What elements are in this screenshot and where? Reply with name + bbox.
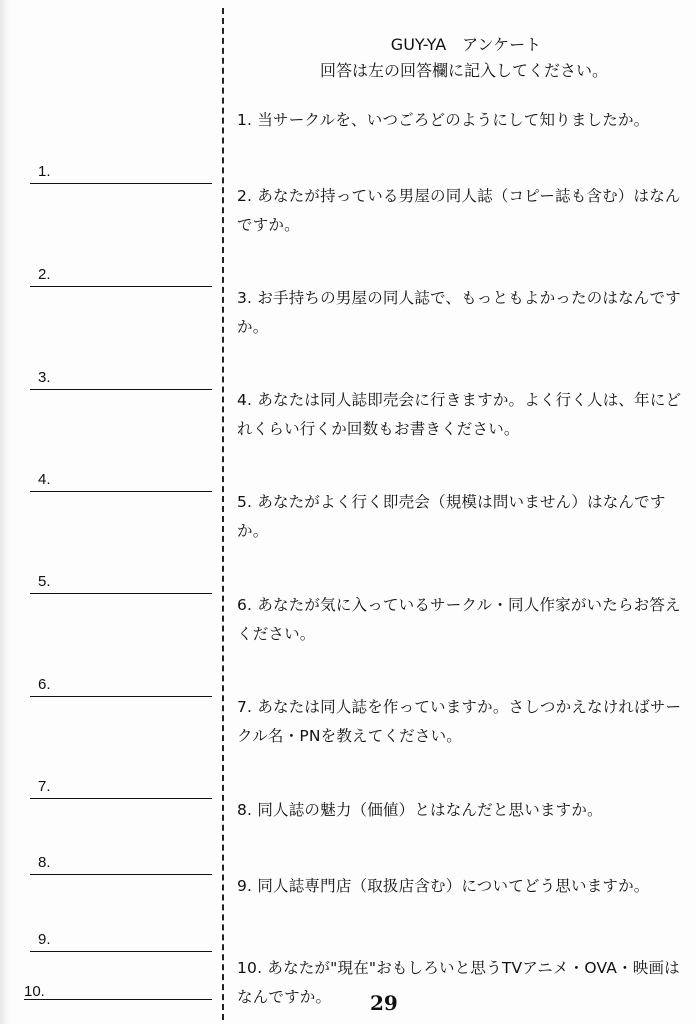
binding-edge [0,0,10,1024]
answer-label-1: 1. [38,163,51,180]
answer-label-6: 6. [38,676,51,693]
answer-line-10[interactable] [24,999,212,1000]
answer-line-8[interactable] [30,874,212,875]
answer-line-5[interactable] [30,593,212,594]
question-4: 4. あなたは同人誌即売会に行きますか。よく行く人は、年にどれくらい行くか回数もお書きください。 [237,391,682,438]
dashed-cut-line [222,8,224,1020]
question-10: 10. あなたが"現在"おもしろいと思うTVアニメ・OVA・映画はなんですか。 [237,959,680,1006]
answer-label-8: 8. [38,854,51,871]
question-8: 8. 同人誌の魅力（価値）とはなんだと思いますか。 [237,801,603,819]
answer-line-9[interactable] [30,951,212,952]
answer-line-6[interactable] [30,696,212,697]
answer-line-4[interactable] [30,491,212,492]
questionnaire-title: GUY-YA アンケート [390,35,542,54]
answer-label-5: 5. [38,573,51,590]
answer-label-3: 3. [38,369,51,386]
answer-line-3[interactable] [30,389,212,390]
answer-line-2[interactable] [30,286,212,287]
question-3: 3. お手持ちの男屋の同人誌で、もっともよかったのはなんですか。 [237,289,681,336]
question-9: 9. 同人誌専門店（取扱店含む）についてどう思いますか。 [237,877,650,895]
question-6: 6. あなたが気に入っているサークル・同人作家がいたらお答えください。 [237,596,681,643]
question-1: 1. 当サークルを、いつごろどのようにして知りましたか。 [237,111,650,129]
answer-label-9: 9. [38,931,51,948]
question-5: 5. あなたがよく行く即売会（規模は問いません）はなんですか。 [237,493,666,540]
answer-line-1[interactable] [30,183,212,184]
question-2: 2. あなたが持っている男屋の同人誌（コピー誌も含む）はなんですか。 [237,187,681,234]
page-number: 29 [370,991,398,1015]
question-7: 7. あなたは同人誌を作っていますか。さしつかえなければサークル名・PNを教えてください。 [237,698,682,745]
answer-label-2: 2. [38,266,51,283]
answer-line-7[interactable] [30,798,212,799]
answer-label-4: 4. [38,471,51,488]
answer-label-10: 10. [24,983,45,1000]
answer-label-7: 7. [38,778,51,795]
questionnaire-instructions: 回答は左の回答欄に記入してください。 [319,61,608,80]
